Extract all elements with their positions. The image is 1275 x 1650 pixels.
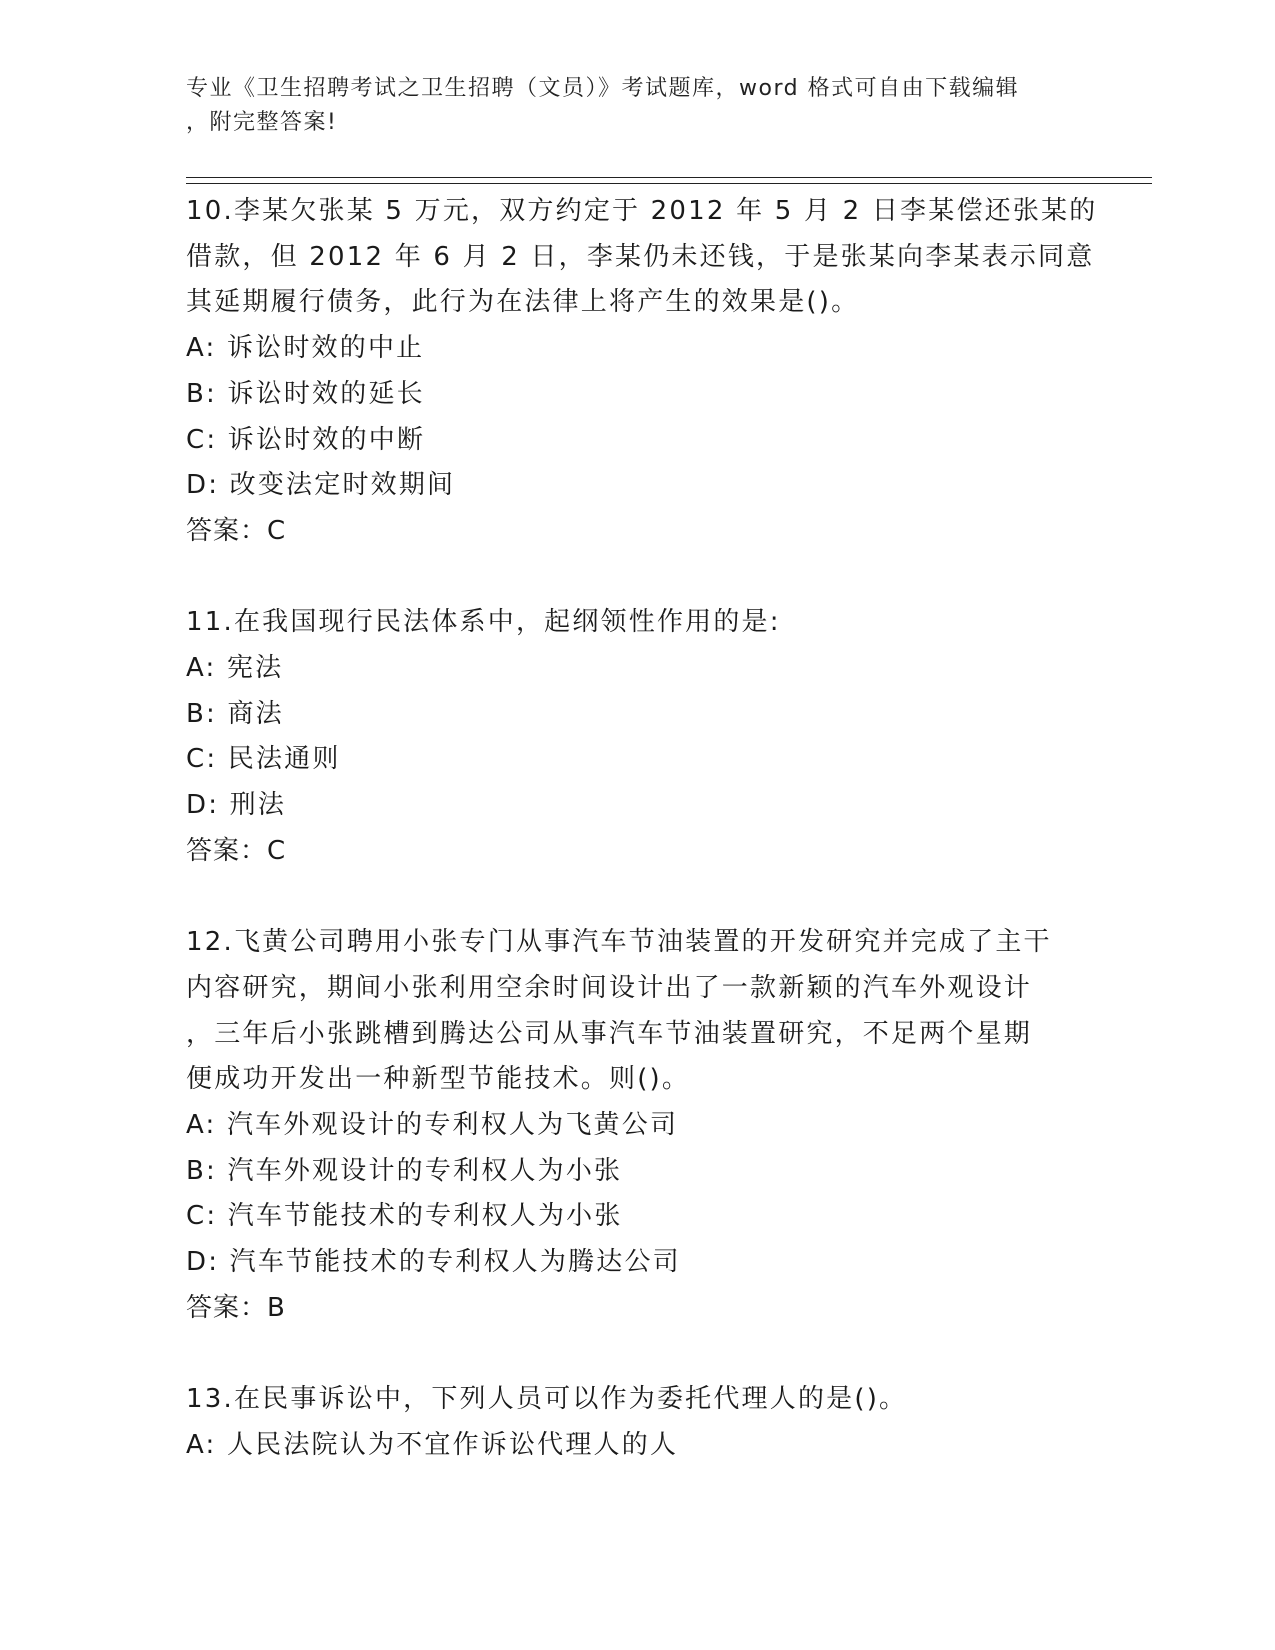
answer: 答案：C	[186, 835, 287, 866]
question-spacer	[186, 1332, 1086, 1378]
question-spacer	[186, 555, 1086, 601]
option-d: D: 刑法	[186, 790, 287, 821]
question-11	[186, 600, 1086, 874]
option-a: A: 宪法	[186, 653, 284, 684]
header-line-2: ，附完整答案!	[186, 110, 338, 135]
question-list	[186, 189, 1098, 1469]
option-b: B: 诉讼时效的延长	[186, 378, 425, 409]
question-text-line: 12.飞黄公司聘用小张专门从事汽车节油装置的开发研究并完成了主干	[186, 927, 1052, 958]
question-text-line: 10.李某欠张某 5 万元，双方约定于 2012 年 5 月 2 日李某偿还张某的	[186, 196, 1098, 226]
question-text-line: 便成功开发出一种新型节能技术。则()。	[186, 1064, 691, 1095]
question-12	[186, 920, 1086, 1331]
option-b: B: 汽车外观设计的专利权人为小张	[186, 1155, 623, 1186]
answer: 答案：B	[186, 1292, 286, 1323]
document-header	[186, 72, 1066, 140]
option-c: C: 民法通则	[186, 744, 341, 775]
option-d: D: 汽车节能技术的专利权人为腾达公司	[186, 1247, 681, 1278]
header-divider-top	[186, 177, 1152, 178]
option-c: C: 汽车节能技术的专利权人为小张	[186, 1201, 623, 1232]
question-spacer	[186, 875, 1086, 921]
question-text-line: 内容研究，期间小张利用空余时间设计出了一款新颖的汽车外观设计	[186, 972, 1033, 1003]
question-text-line: 13.在民事诉讼中，下列人员可以作为委托代理人的是()。	[186, 1384, 908, 1415]
option-a: A: 汽车外观设计的专利权人为飞黄公司	[186, 1110, 679, 1141]
option-d: D: 改变法定时效期间	[186, 470, 456, 501]
header-line-1: 专业《卫生招聘考试之卫生招聘（文员）》考试题库，word 格式可自由下载编辑	[186, 76, 1020, 101]
option-b: B: 商法	[186, 698, 284, 729]
question-10	[186, 189, 1098, 555]
question-text-line: 借款，但 2012 年 6 月 2 日，李某仍未还钱，于是张某向李某表示同意	[186, 241, 1095, 272]
question-text-line: 11.在我国现行民法体系中，起纲领性作用的是:	[186, 607, 781, 638]
question-text-line: ，三年后小张跳槽到腾达公司从事汽车节油装置研究，不足两个星期	[186, 1018, 1033, 1049]
question-13	[186, 1377, 1086, 1468]
option-a: A: 人民法院认为不宜作诉讼代理人的人	[186, 1429, 679, 1460]
option-a: A: 诉讼时效的中止	[186, 333, 425, 364]
answer: 答案：C	[186, 515, 287, 546]
question-text-line: 其延期履行债务，此行为在法律上将产生的效果是()。	[186, 287, 860, 318]
header-divider-bottom	[186, 183, 1152, 184]
option-c: C: 诉讼时效的中断	[186, 424, 426, 455]
